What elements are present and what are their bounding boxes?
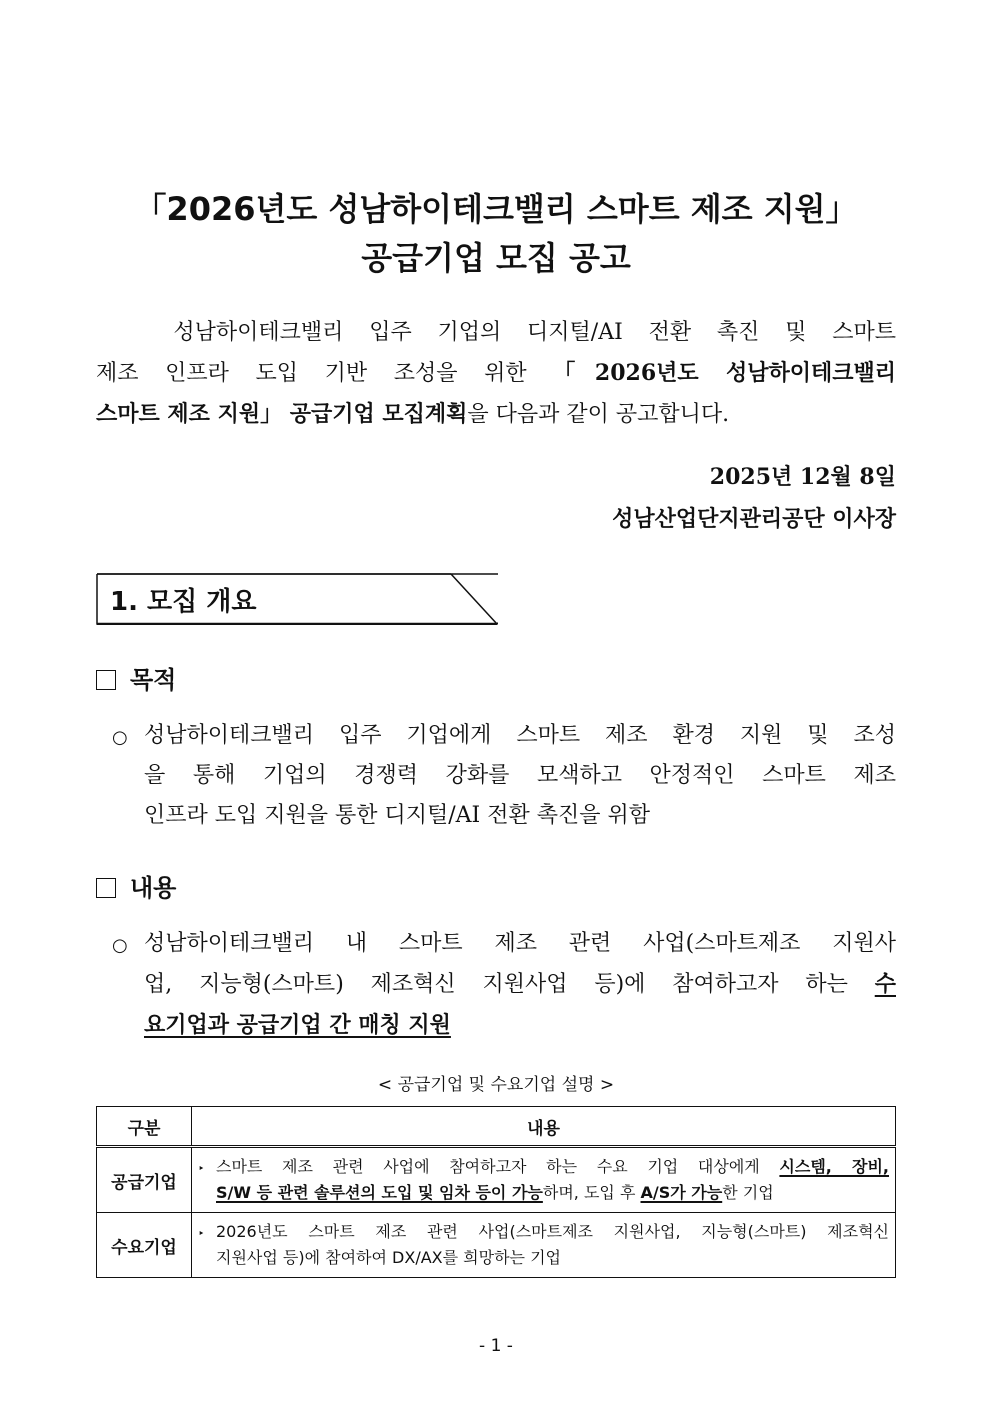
intro-line-1 bbox=[96, 312, 896, 353]
content-text-2b: 수 bbox=[874, 971, 896, 997]
section-1-label: 1. 모집 개요 bbox=[110, 587, 257, 617]
supplier-text-2c: A/S가 가능 bbox=[640, 1183, 723, 1202]
intro-paragraph bbox=[96, 312, 896, 435]
intro-text-1: 성남하이테크밸리 입주 기업의 디지털/AI 전환 촉진 및 스마트 bbox=[173, 320, 896, 345]
page-title-line2: 공급기업 모집 공고 bbox=[361, 239, 631, 277]
supplier-text-2a: S/W 등 관련 솔루션의 도입 및 임차 등이 가능 bbox=[216, 1183, 543, 1202]
table-caption: < 공급기업 및 수요기업 설명 > bbox=[377, 1075, 615, 1095]
intro-line-3 bbox=[96, 394, 896, 435]
row-description-demand bbox=[192, 1213, 896, 1278]
page-number: - 1 - bbox=[479, 1336, 513, 1356]
checkbox-square-icon bbox=[96, 670, 116, 690]
purpose-heading bbox=[96, 660, 176, 695]
row-category-demand: 수요기업 bbox=[97, 1213, 192, 1278]
content-bullet bbox=[112, 924, 896, 1046]
content-text-2a: 업, 지능형(스마트) 제조혁신 지원사업 등)에 참여하고자 하는 bbox=[144, 972, 875, 997]
checkbox-square-icon bbox=[96, 878, 116, 898]
demand-line-2: 지원사업 등)에 참여하여 DX/AX를 희망하는 기업 bbox=[216, 1248, 562, 1267]
intro-text-2a: 제조 인프라 도입 기반 조성을 위한 bbox=[96, 361, 554, 386]
triangle-bullet-icon: ‣ bbox=[198, 1227, 205, 1240]
issuer-name: 성남산업단지관리공단 이사장 bbox=[612, 506, 896, 532]
content-line-3 bbox=[144, 1005, 896, 1046]
content-text-3: 요기업과 공급기업 간 매칭 지원 bbox=[144, 1012, 451, 1038]
purpose-line-2: 을 통해 기업의 경쟁력 강화를 모색하고 안정적인 스마트 제조 bbox=[144, 763, 896, 788]
table-row bbox=[97, 1147, 896, 1213]
page-title-line1: 「2026년도 성남하이테크밸리 스마트 제조 지원」 bbox=[134, 190, 858, 228]
header-category: 구분 bbox=[97, 1107, 192, 1147]
intro-text-2b: 「2026년도 성남하이테크밸리 bbox=[553, 360, 896, 386]
purpose-line-1: 성남하이테크밸리 입주 기업에게 스마트 제조 환경 지원 및 조성 bbox=[144, 723, 896, 748]
purpose-heading-text: 목적 bbox=[130, 666, 177, 694]
content-heading-text: 내용 bbox=[130, 874, 177, 902]
row-category-supplier: 공급기업 bbox=[97, 1147, 192, 1213]
supplier-text-2d: 한 기업 bbox=[722, 1183, 774, 1202]
purpose-line-3: 인프라 도입 지원을 통한 디지털/AI 전환 촉진을 위함 bbox=[144, 803, 650, 828]
table-row bbox=[97, 1213, 896, 1278]
section-1-header bbox=[96, 573, 498, 625]
table-header-row bbox=[97, 1107, 896, 1147]
circle-bullet-icon: ○ bbox=[112, 727, 128, 748]
triangle-bullet-icon: ‣ bbox=[198, 1162, 205, 1175]
announcement-date: 2025년 12월 8일 bbox=[709, 464, 896, 490]
circle-bullet-icon: ○ bbox=[112, 935, 128, 956]
content-line-1: 성남하이테크밸리 내 스마트 제조 관련 사업(스마트제조 지원사 bbox=[144, 931, 896, 956]
supplier-line-1 bbox=[216, 1154, 889, 1180]
intro-text-3b: 을 다음과 같이 공고합니다. bbox=[467, 402, 730, 427]
supplier-line-2 bbox=[216, 1180, 889, 1206]
supplier-text-1a: 스마트 제조 관련 사업에 참여하고자 하는 수요 기업 대상에게 bbox=[216, 1157, 780, 1176]
company-description-table bbox=[96, 1106, 896, 1278]
demand-line-1: 2026년도 스마트 제조 관련 사업(스마트제조 지원사업, 지능형(스마트) 제조혁신 bbox=[216, 1222, 889, 1241]
purpose-bullet bbox=[112, 716, 896, 836]
content-line-2 bbox=[144, 964, 896, 1005]
row-description-supplier bbox=[192, 1147, 896, 1213]
supplier-text-1b: 시스템, 장비, bbox=[779, 1157, 889, 1176]
header-content: 내용 bbox=[192, 1107, 896, 1147]
supplier-text-2b: 하며, 도입 후 bbox=[542, 1183, 641, 1202]
intro-text-3a: 스마트 제조 지원」 공급기업 모집계획 bbox=[96, 401, 468, 427]
content-heading bbox=[96, 868, 176, 903]
intro-line-2 bbox=[96, 353, 896, 394]
